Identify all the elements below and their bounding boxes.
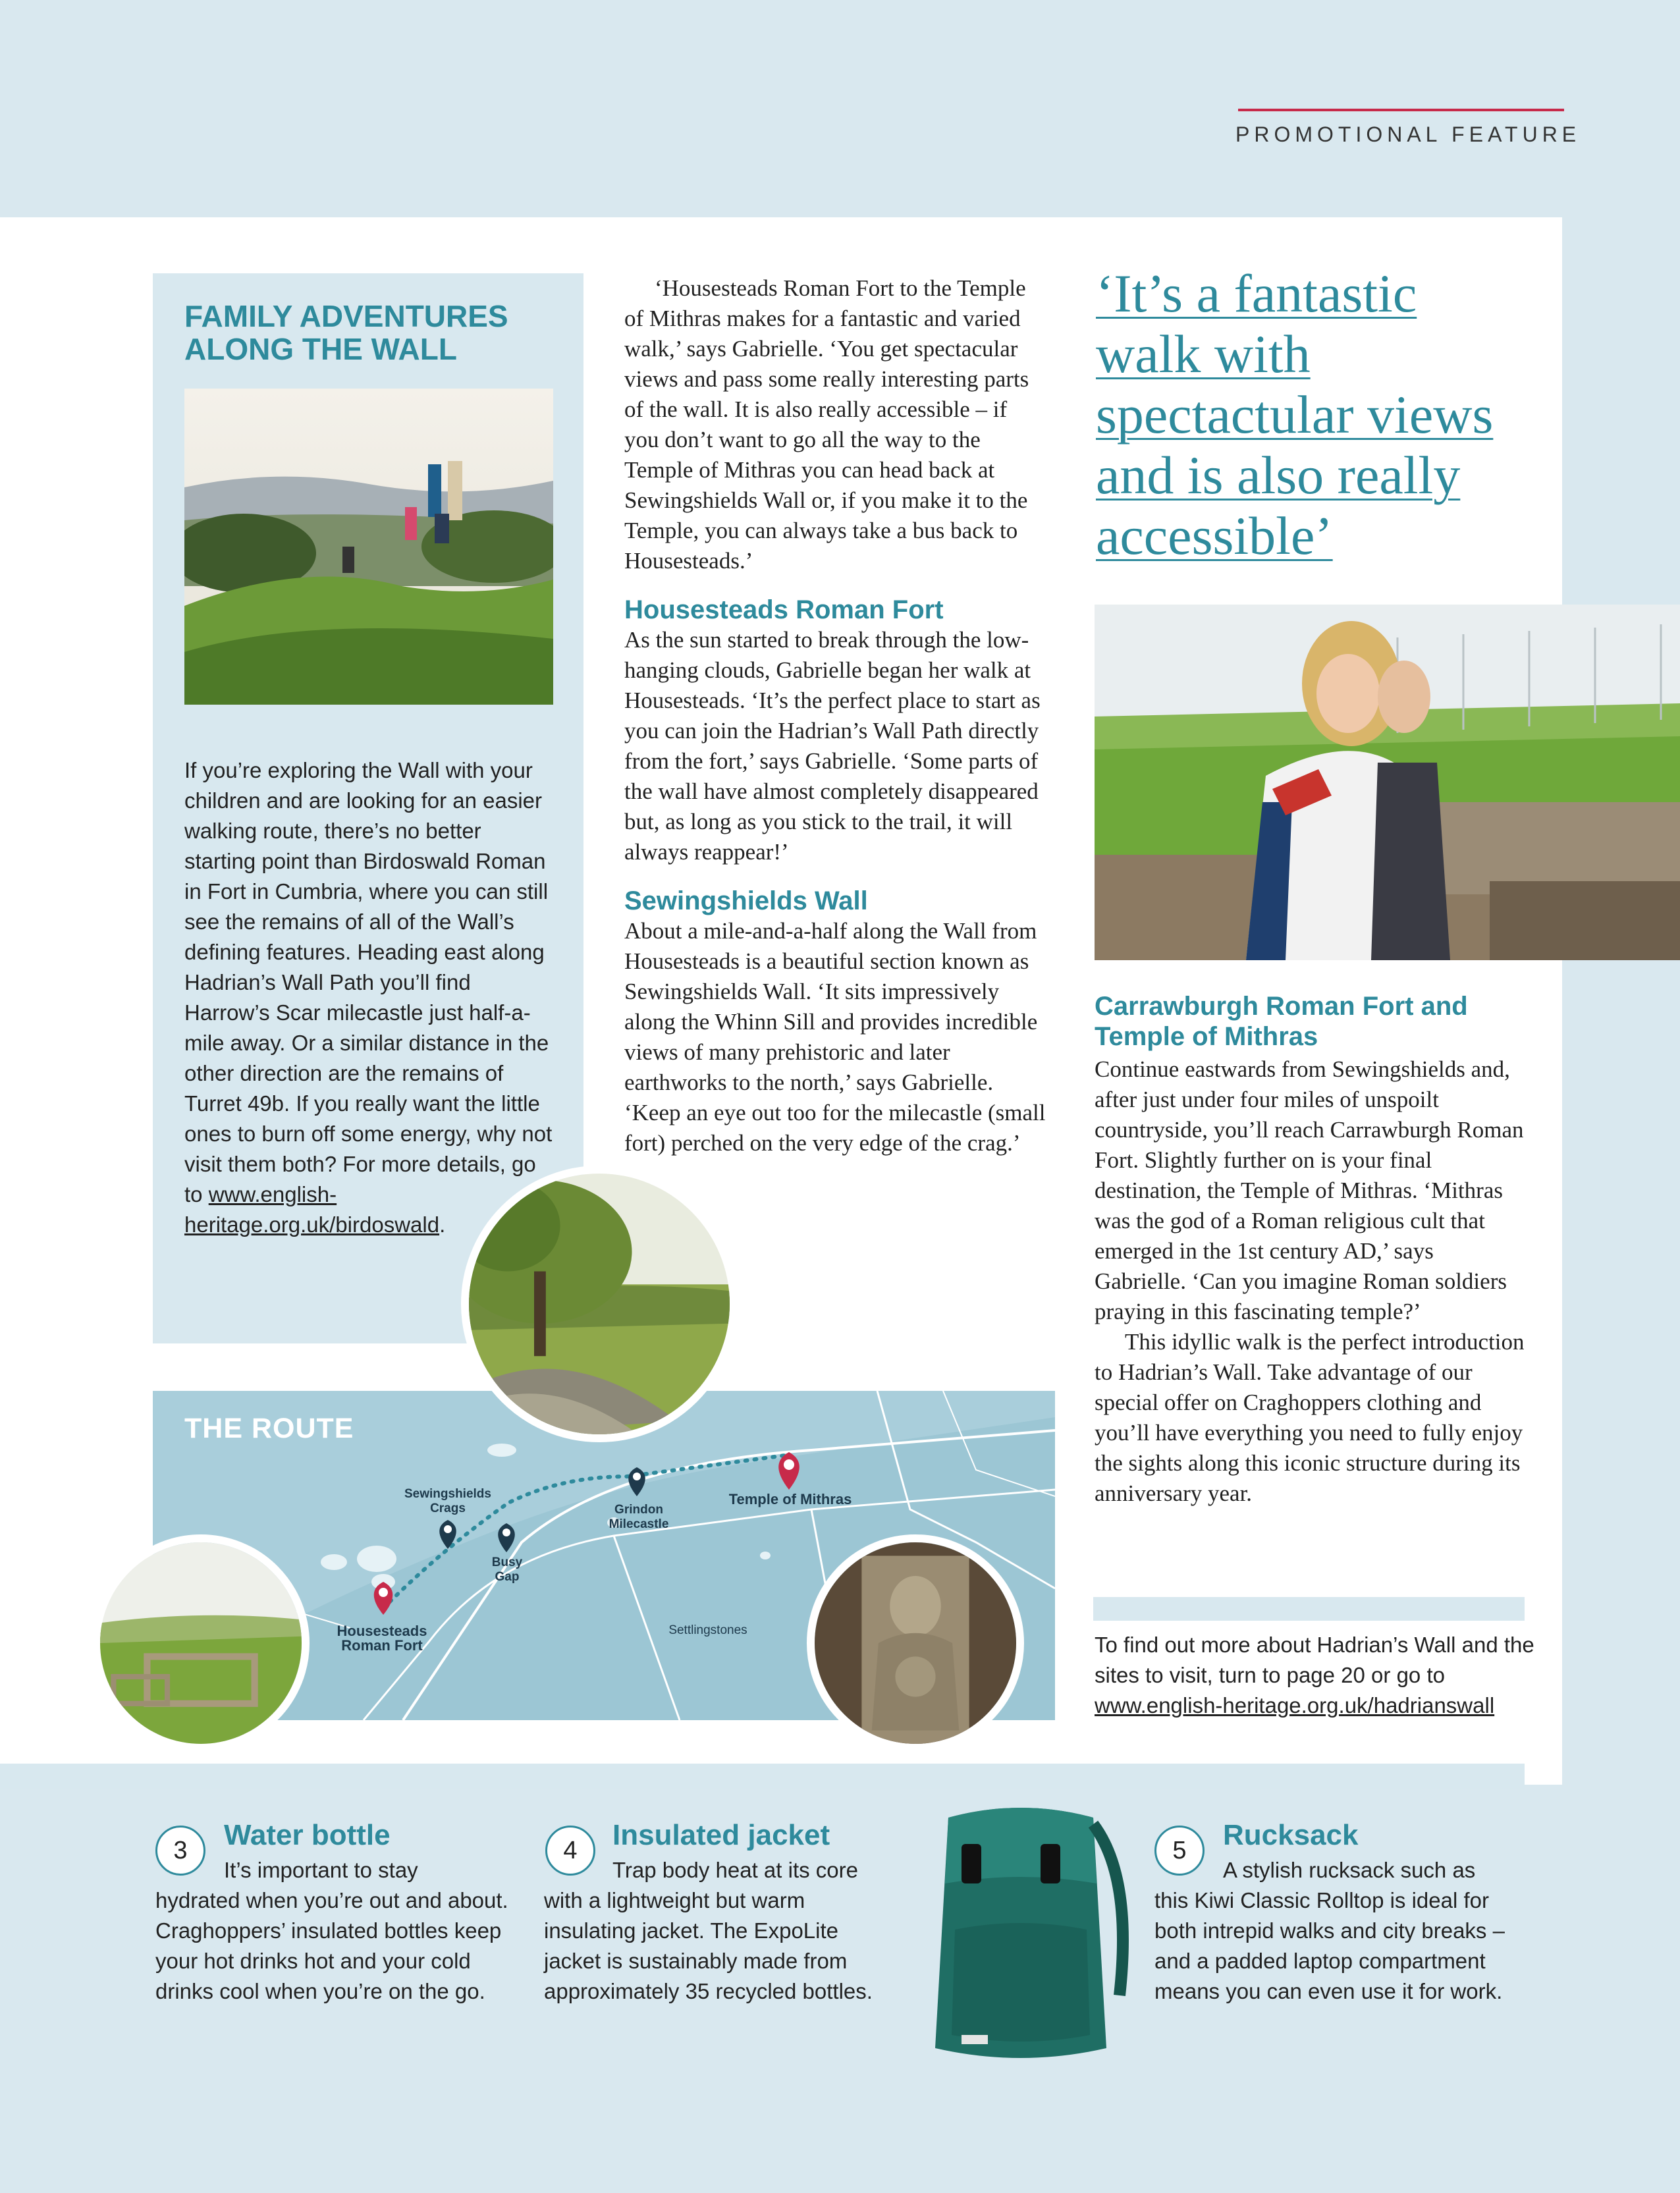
housesteads-heading: Housesteads Roman Fort [624, 595, 944, 624]
carrawburgh-paragraph: Continue eastwards from Sewingshields and, after just under four miles of unspoilt countryside, you’ll reach Carrawburgh Roman Fort. Slightly further on is your final destination, the Temple of Mithras. ‘Mithras was the god of a Roman religious cult that emerged in the 1st century AD,’ says Gabrielle. ‘Can you imagine Roman soldiers praying in this fascinating temple?’ [1095, 1056, 1524, 1324]
relief-circle-photo [807, 1534, 1024, 1752]
label-grindon: Grindon Milecastle [609, 1503, 669, 1531]
product-3-text: hydrated when you’re out and about. Craghoppers’ insulated bottles keep your hot drinks hot and your cold drinks cool when you’re on the go. [155, 1888, 508, 2003]
product-3-first-line: It’s important to stay [224, 1858, 418, 1882]
more-info [1095, 1630, 1542, 1721]
middle-column [624, 273, 1046, 1158]
family-adventures-body [184, 755, 553, 1240]
family-adventures-title: FAMILY ADVENTURES ALONG THE WALL [184, 299, 508, 366]
label-settlingstones: Settlingstones [668, 1623, 747, 1637]
pull-quote: ‘It’s a fantastic walk with spectactular views and is also really accessible’ [1096, 263, 1494, 566]
family-body-text: If you’re exploring the Wall with your children and are looking for an easier walking route, there’s no better starting point than Birdoswald Roman in Fort in Cumbria, where you can still see the remains of all of the Wall’s defining features. Heading east along Hadrian’s Wall Path you’ll find Harrow’s Scar milecastle just half-a-mile away. Or a similar distance in the other direction are the remains of Turret 49b. If you really want the little ones to burn off some energy, why not visit them both? For more details, go to [184, 758, 553, 1206]
intro-paragraph: ‘Housesteads Roman Fort to the Temple of Mithras makes for a fantastic and varied walk,’ says Gabrielle. ‘You get spectacular views and pass some really interesting parts of the wall. It is also really accessible – if you don’t want to go all the way to the Temple of Mithras you can head back at Sewingshields Wall or, if you make it to the Temple, you can always take a bus back to Housesteads.’ [624, 275, 1029, 574]
carrawburgh-heading: Carrawburgh Roman Fort and Temple of Mithras [1095, 992, 1468, 1051]
header-rule [1238, 109, 1564, 111]
promotional-feature-label: PROMOTIONAL FEATURE [1235, 122, 1581, 146]
product-5-number: 5 [1154, 1826, 1205, 1876]
birdoswald-link[interactable]: www.english-heritage.org.uk/birdoswald [184, 1182, 440, 1237]
hadrianswall-link[interactable]: www.english-heritage.org.uk/hadrianswall [1095, 1693, 1495, 1718]
conclusion-paragraph: This idyllic walk is the perfect introduction to Hadrian’s Wall. Take advantage of our special offer on Craghoppers clothing and you’ll have everything you need to fully enjoy the sights along this iconic structure during its anniversary year. [1095, 1329, 1525, 1506]
product-5-first-line: A stylish rucksack such as [1223, 1858, 1476, 1882]
walker-photo [1095, 605, 1680, 960]
product-4-first-line: Trap body heat at its core [612, 1858, 858, 1882]
products-rule-bar [0, 1764, 1525, 1789]
product-4-title: Insulated jacket [612, 1819, 830, 1851]
product-3-title: Water bottle [224, 1819, 391, 1851]
label-sewingshields: Sewingshields Crags [404, 1487, 491, 1515]
family-body-end: . [439, 1212, 446, 1237]
housesteads-paragraph: As the sun started to break through the low-hanging clouds, Gabrielle began her walk at Housesteads. ‘It’s the perfect place to start as you can join the Hadrian’s Wall Path directly from the fort,’ says Gabrielle. ‘Some parts of the wall have almost completely disappeared but, as long as you stick to the trail, it will always reappear!’ [624, 627, 1041, 865]
product-4-number: 4 [545, 1826, 595, 1876]
product-4-text: with a lightweight but warm insulating jacket. The ExpoLite jacket is sustainably made from approximately 35 recycled bottles. [544, 1888, 873, 2003]
route-title: THE ROUTE [184, 1413, 354, 1444]
sewingshields-paragraph: About a mile-and-a-half along the Wall from Housesteads is a beautiful section known as Sewingshields Wall. ‘It sits impressively along the Whinn Sill and provides incredible views of many prehistoric and later earthworks to the north,’ says Gabrielle. ‘Keep an eye out too for the milecastle (small fort) perched on the very edge of the crag.’ [624, 918, 1046, 1156]
info-rule-bar [1093, 1597, 1525, 1621]
right-column [1095, 991, 1529, 1509]
sewingshields-heading: Sewingshields Wall [624, 886, 868, 915]
family-photo [184, 389, 553, 705]
label-housesteads: Housesteads Roman Fort [337, 1623, 427, 1654]
product-3-number: 3 [155, 1826, 205, 1876]
product-5-text: this Kiwi Classic Rolltop is ideal for both intrepid walks and city breaks – and a padded laptop compartment means you can even use it for work. [1154, 1888, 1505, 2003]
rucksack-image [909, 1798, 1133, 2074]
tree-circle-photo [461, 1166, 738, 1442]
product-5-title: Rucksack [1223, 1819, 1359, 1851]
label-temple-of-mithras: Temple of Mithras [728, 1491, 852, 1507]
housesteads-circle-photo [92, 1534, 310, 1752]
label-busy-gap: Busy Gap [491, 1556, 523, 1584]
more-info-text: To find out more about Hadrian’s Wall and the sites to visit, turn to page 20 or go to [1095, 1633, 1534, 1687]
